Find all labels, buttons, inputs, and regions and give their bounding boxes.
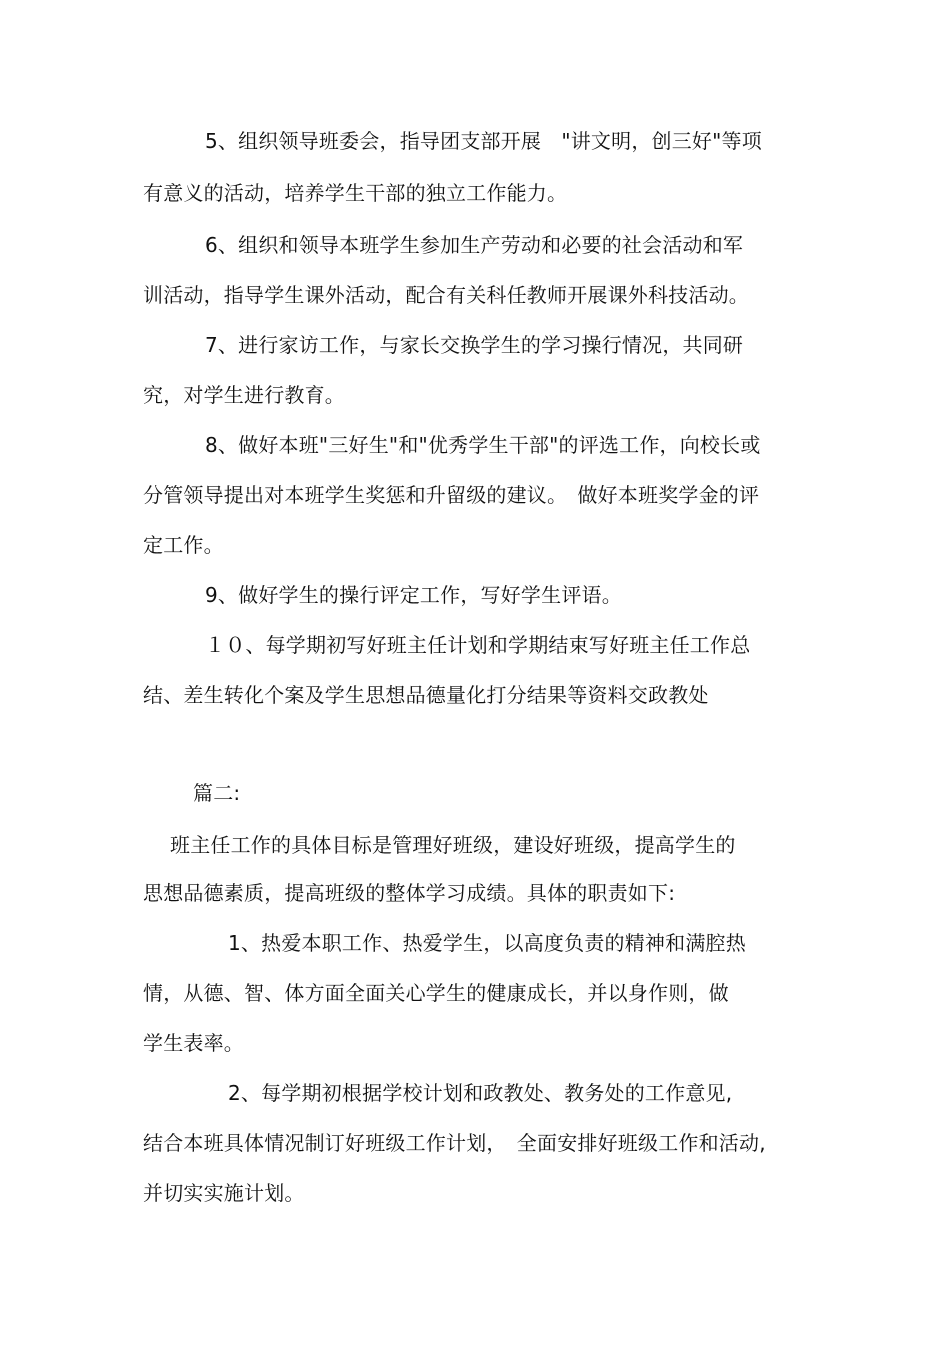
intro-line-2: 思想品德素质，提高班级的整体学习成绩。具体的职责如下: (143, 881, 676, 905)
intro-line-1: 班主任工作的具体目标是管理好班级，建设好班级，提高学生的 (170, 833, 736, 857)
paragraph-8-line-1: 8、做好本班"三好生"和"优秀学生干部"的评选工作，向校长或 (205, 433, 761, 457)
paragraph-8-line-2: 分管领导提出对本班学生奖惩和升留级的建议。 做好本班奖学金的评 (143, 483, 760, 507)
duty-2-line-3: 并切实实施计划。 (143, 1181, 305, 1205)
paragraph-7-line-2: 究，对学生进行教育。 (143, 383, 345, 407)
duty-1-line-3: 学生表率。 (143, 1031, 244, 1055)
duty-1-line-1: 1、热爱本职工作、热爱学生，以高度负责的精神和满腔热 (228, 931, 746, 955)
duty-2-line-1: 2、每学期初根据学校计划和政教处、教务处的工作意见, (228, 1081, 733, 1105)
paragraph-8-line-3: 定工作。 (143, 533, 224, 557)
paragraph-9-line-1: 9、做好学生的操行评定工作，写好学生评语。 (205, 583, 622, 607)
duty-1-line-2: 情，从德、智、体方面全面关心学生的健康成长，并以身作则，做 (143, 981, 729, 1005)
paragraph-7-line-1: 7、进行家访工作，与家长交换学生的学习操行情况，共同研 (205, 333, 744, 357)
paragraph-6-line-2: 训活动，指导学生课外活动，配合有关科任教师开展课外科技活动。 (143, 283, 749, 307)
paragraph-10-line-1: １０、每学期初写好班主任计划和学期结束写好班主任工作总 (205, 633, 751, 657)
paragraph-6-line-1: 6、组织和领导本班学生参加生产劳动和必要的社会活动和军 (205, 233, 744, 257)
paragraph-10-line-2: 结、差生转化个案及学生思想品德量化打分结果等资料交政教处 (143, 683, 709, 707)
section-heading: 篇二: (193, 781, 241, 805)
duty-2-line-2: 结合本班具体情况制订好班级工作计划， 全面安排好班级工作和活动, (143, 1131, 766, 1155)
paragraph-5-line-2: 有意义的活动，培养学生干部的独立工作能力。 (143, 181, 568, 205)
paragraph-5-line-1: 5、组织领导班委会，指导团支部开展 "讲文明，创三好"等项 (205, 129, 762, 153)
